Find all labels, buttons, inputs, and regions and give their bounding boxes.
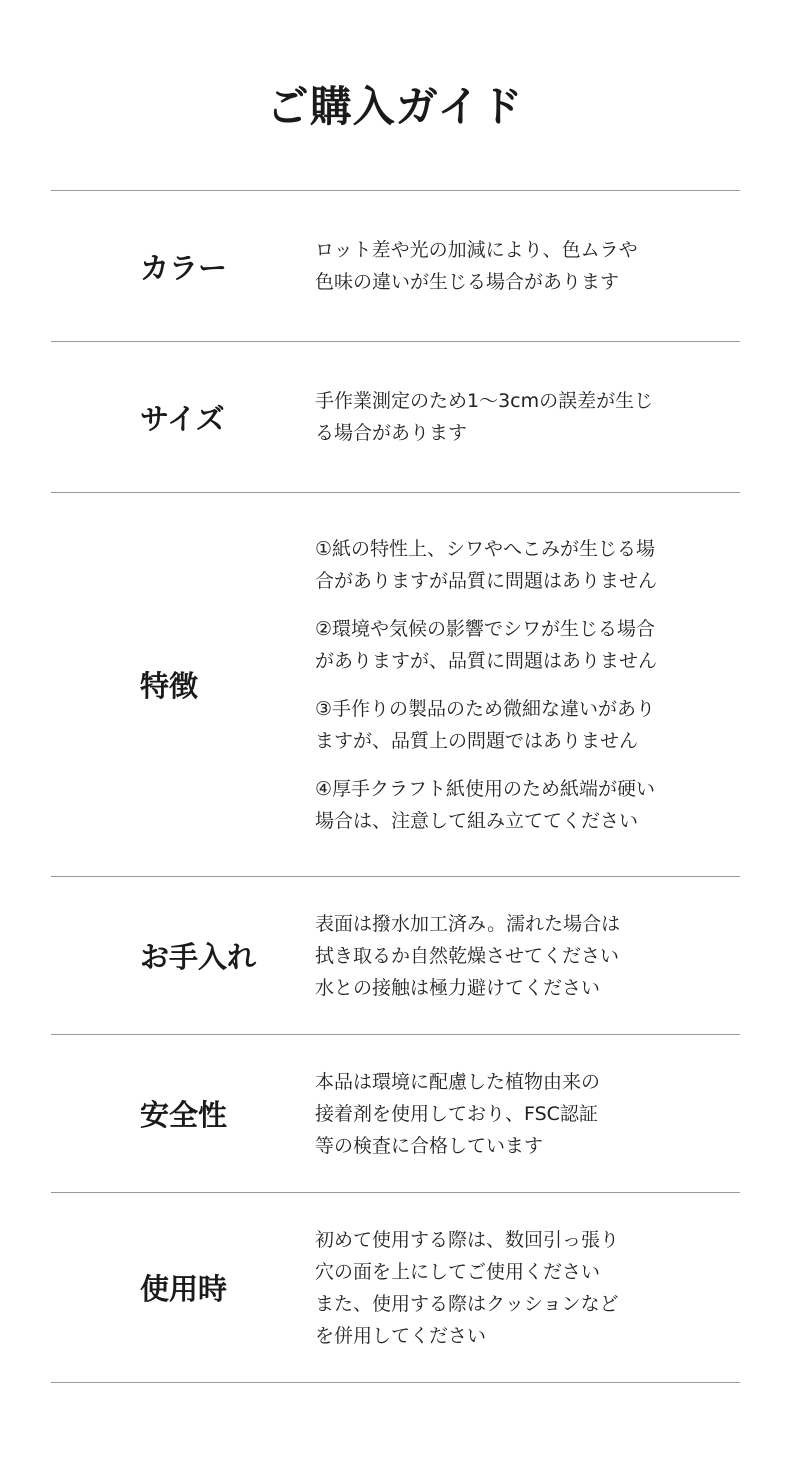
description-paragraph (315, 1066, 740, 1162)
page-title: ご購入ガイド (266, 82, 524, 131)
description-paragraph (315, 773, 740, 837)
description-line: 初めて使用する際は、数回引っ張り (315, 1228, 620, 1251)
description-line: また、使用する際はクッションなど (315, 1292, 619, 1315)
description-line: ロット差や光の加減により、色ムラや (315, 239, 638, 261)
description-line: 等の検査に合格しています (315, 1134, 544, 1157)
guide-row-usage (51, 1193, 740, 1383)
row-description (315, 908, 740, 1004)
description-line: 色味の違いが生じる場合があります (315, 271, 620, 293)
description-line: がありますが、品質に問題はありません (315, 649, 658, 672)
row-description (315, 234, 740, 298)
description-line: 拭き取るか自然乾燥させてください (315, 944, 620, 967)
description-paragraph (315, 693, 740, 757)
description-line: ③手作りの製品のため微細な違いがあり (315, 697, 656, 720)
row-description (315, 1066, 740, 1162)
guide-row-color (51, 191, 740, 342)
row-label: お手入れ (140, 940, 257, 974)
description-paragraph (315, 234, 740, 298)
description-line: 合がありますが品質に問題はありません (315, 569, 658, 592)
row-label: サイズ (140, 401, 225, 436)
description-paragraph (315, 613, 740, 677)
description-paragraph (315, 1224, 740, 1352)
description-line: ①紙の特性上、シワやへこみが生じる場 (315, 537, 656, 560)
description-line: ②環境や気候の影響でシワが生じる場合 (315, 617, 656, 640)
description-line: 接着剤を使用しており、FSC認証 (315, 1102, 598, 1125)
row-description (315, 533, 740, 837)
description-line: 水との接触は極力避けてください (315, 976, 601, 999)
guide-row-size (51, 342, 740, 493)
description-line: 場合は、注意して組み立ててください (315, 809, 639, 832)
description-line: 表面は撥水加工済み。濡れた場合は (315, 912, 621, 935)
description-line: 穴の面を上にしてご使用ください (315, 1260, 601, 1283)
row-description (315, 1224, 740, 1352)
guide-row-features (51, 493, 740, 877)
description-paragraph (315, 908, 740, 1004)
description-line: 手作業測定のため1～3cmの誤差が生じ (315, 390, 654, 412)
row-label: カラー (140, 250, 228, 285)
description-line: を併用してください (315, 1324, 487, 1347)
guide-row-safety (51, 1035, 740, 1193)
row-label: 安全性 (140, 1098, 228, 1132)
row-description (315, 385, 740, 449)
description-line: ますが、品質上の問題ではありません (315, 729, 639, 752)
guide-row-care (51, 877, 740, 1035)
description-paragraph (315, 533, 740, 597)
row-label: 特徴 (140, 669, 199, 703)
description-line: ④厚手クラフト紙使用のため紙端が硬い (315, 777, 656, 800)
row-label: 使用時 (140, 1272, 228, 1306)
guide-table (51, 190, 740, 1383)
description-line: る場合があります (315, 422, 468, 444)
description-line: 本品は環境に配慮した植物由来の (315, 1070, 601, 1093)
description-paragraph (315, 385, 740, 449)
